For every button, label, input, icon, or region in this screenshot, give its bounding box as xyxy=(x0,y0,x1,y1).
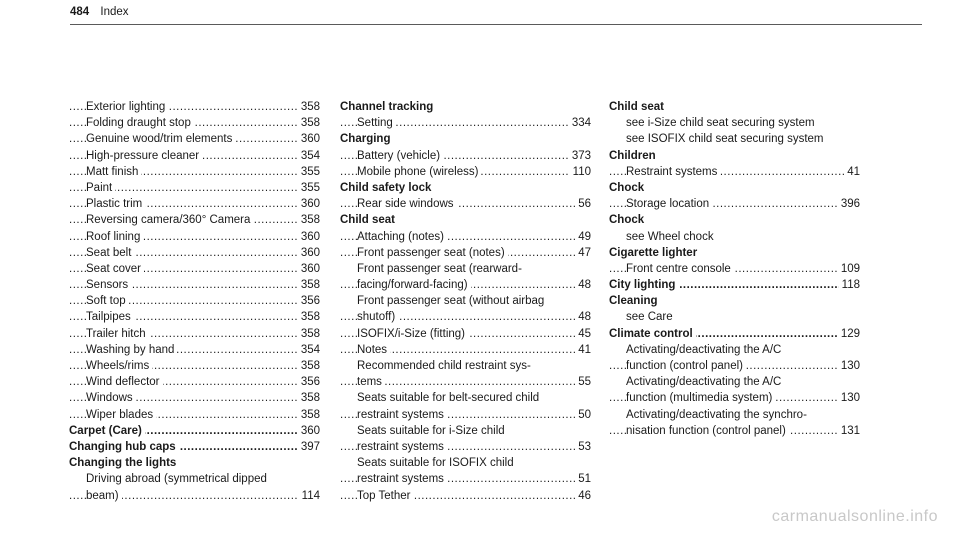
page-reference: 356 xyxy=(298,374,320,390)
index-subentry xyxy=(69,261,320,277)
index-heading xyxy=(609,212,860,228)
entry-text: restraint systems xyxy=(357,409,447,421)
index-subentry xyxy=(69,229,320,245)
entry-text: tems xyxy=(357,376,385,388)
index-subentry xyxy=(609,131,860,147)
index-subentry xyxy=(340,164,591,180)
entry-text: Matt finish xyxy=(86,166,141,178)
index-subentry xyxy=(69,115,320,131)
index-subentry xyxy=(340,455,591,471)
page-reference: 130 xyxy=(838,390,860,406)
index-heading xyxy=(69,439,320,455)
page-reference: 354 xyxy=(298,342,320,358)
index-heading xyxy=(340,131,591,147)
entry-text: Reversing camera/360° Camera xyxy=(86,214,253,226)
entry-text: Front passenger seat (without airbag xyxy=(357,295,547,307)
entry-text: Cigarette lighter xyxy=(609,247,700,259)
entry-text: Windows xyxy=(86,392,136,404)
index-heading xyxy=(340,99,591,115)
entry-text: Exterior lighting xyxy=(86,101,168,113)
entry-text: High-pressure cleaner xyxy=(86,150,202,162)
page-reference: 110 xyxy=(570,164,591,180)
index-subentry xyxy=(340,423,591,439)
index-subentry xyxy=(69,471,320,487)
entry-text: function (control panel) xyxy=(626,360,746,372)
entry-text: Chock xyxy=(609,214,647,226)
index-subentry xyxy=(609,390,860,406)
entry-text: Wheels/rims xyxy=(86,360,152,372)
index-column-2 xyxy=(340,99,591,504)
index-subentry xyxy=(69,342,320,358)
entry-text: ISOFIX/i-Size (fitting) xyxy=(357,328,468,340)
index-subentry xyxy=(340,326,591,342)
index-subentry xyxy=(609,374,860,390)
index-subentry xyxy=(69,212,320,228)
index-subentry xyxy=(609,229,860,245)
index-subentry xyxy=(340,342,591,358)
index-heading xyxy=(609,148,860,164)
entry-text: Channel tracking xyxy=(340,101,436,113)
entry-text: Changing hub caps xyxy=(69,441,179,453)
entry-text: Battery (vehicle) xyxy=(357,150,443,162)
entry-text: Climate control xyxy=(609,328,696,340)
index-subentry xyxy=(69,390,320,406)
entry-text: Activating/deactivating the synchro- xyxy=(626,409,810,421)
index-subentry xyxy=(69,180,320,196)
entry-text: Mobile phone (wireless) xyxy=(357,166,481,178)
entry-text: Washing by hand xyxy=(86,344,177,356)
entry-text: Child seat xyxy=(340,214,398,226)
index-heading xyxy=(609,180,860,196)
page-reference: 397 xyxy=(298,439,320,455)
index-subentry xyxy=(340,245,591,261)
index-subentry xyxy=(340,115,591,131)
index-subentry xyxy=(69,196,320,212)
entry-text: Cleaning xyxy=(609,295,661,307)
page-reference: 358 xyxy=(298,99,320,115)
index-subentry xyxy=(340,439,591,455)
page-reference: 358 xyxy=(298,309,320,325)
page-reference: 49 xyxy=(575,229,591,245)
entry-text: Wind deflector xyxy=(86,376,163,388)
entry-text: Wiper blades xyxy=(86,409,156,421)
index-subentry xyxy=(69,148,320,164)
entry-text: see Wheel chock xyxy=(626,231,717,243)
entry-text: beam) xyxy=(86,490,122,502)
index-heading xyxy=(340,180,591,196)
index-subentry xyxy=(340,358,591,374)
index-subentry xyxy=(69,488,320,504)
entry-text: Activating/deactivating the A/C xyxy=(626,344,784,356)
entry-text: Setting xyxy=(357,117,396,129)
entry-text: Attaching (notes) xyxy=(357,231,447,243)
entry-text: restraint systems xyxy=(357,473,447,485)
page-reference: 46 xyxy=(575,488,591,504)
page-reference: 50 xyxy=(575,407,591,423)
page-header xyxy=(70,6,129,18)
page-reference: 53 xyxy=(575,439,591,455)
entry-text: City lighting xyxy=(609,279,678,291)
entry-text: function (multimedia system) xyxy=(626,392,775,404)
entry-text: Tailpipes xyxy=(86,311,134,323)
entry-text: Front passenger seat (rearward- xyxy=(357,263,525,275)
page-reference: 358 xyxy=(298,277,320,293)
index-subentry xyxy=(609,261,860,277)
entry-text: shutoff) xyxy=(357,311,398,323)
page-reference: 358 xyxy=(298,326,320,342)
entry-text: Seats suitable for belt-secured child xyxy=(357,392,542,404)
index-subentry xyxy=(69,164,320,180)
index-subentry xyxy=(69,326,320,342)
page-reference: 355 xyxy=(298,180,320,196)
entry-text: Soft top xyxy=(86,295,129,307)
entry-text: see i-Size child seat securing system xyxy=(626,117,818,129)
page-reference: 360 xyxy=(298,229,320,245)
entry-text: Children xyxy=(609,150,659,162)
page-reference: 48 xyxy=(575,277,591,293)
page-reference: 360 xyxy=(298,196,320,212)
entry-text: Paint xyxy=(86,182,115,194)
index-subentry xyxy=(340,196,591,212)
index-subentry xyxy=(69,293,320,309)
page-reference: 109 xyxy=(838,261,860,277)
index-subentry xyxy=(609,342,860,358)
index-subentry xyxy=(609,407,860,423)
page-reference: 55 xyxy=(575,374,591,390)
index-subentry xyxy=(340,229,591,245)
page-reference: 358 xyxy=(298,115,320,131)
index-subentry xyxy=(69,245,320,261)
page-reference: 358 xyxy=(298,212,320,228)
entry-text: Front passenger seat (notes) xyxy=(357,247,508,259)
page-reference: 51 xyxy=(575,471,591,487)
index-subentry xyxy=(69,407,320,423)
index-subentry xyxy=(609,423,860,439)
page-reference: 129 xyxy=(838,326,860,342)
entry-text: restraint systems xyxy=(357,441,447,453)
index-heading xyxy=(609,99,860,115)
page-reference: 334 xyxy=(569,115,591,131)
index-subentry xyxy=(69,277,320,293)
entry-text: Folding draught stop xyxy=(86,117,194,129)
page-reference: 358 xyxy=(298,390,320,406)
index-subentry xyxy=(340,277,591,293)
entry-text: Chock xyxy=(609,182,647,194)
index-subentry xyxy=(609,358,860,374)
header-rule xyxy=(70,24,922,25)
index-subentry xyxy=(340,293,591,309)
index-heading xyxy=(609,326,860,342)
page-reference: 360 xyxy=(298,423,320,439)
entry-text: see Care xyxy=(626,311,676,323)
entry-text: Seats suitable for ISOFIX child xyxy=(357,457,517,469)
entry-text: Trailer hitch xyxy=(86,328,149,340)
entry-text: Recommended child restraint sys- xyxy=(357,360,534,372)
index-subentry xyxy=(340,488,591,504)
index-heading xyxy=(609,293,860,309)
page-reference: 360 xyxy=(298,245,320,261)
entry-text: Carpet (Care) xyxy=(69,425,145,437)
entry-text: Changing the lights xyxy=(69,457,179,469)
index-subentry xyxy=(340,309,591,325)
page-reference: 396 xyxy=(838,196,860,212)
index-subentry xyxy=(340,390,591,406)
watermark: carmanualsonline.info xyxy=(771,508,938,525)
entry-text: Seats suitable for i-Size child xyxy=(357,425,508,437)
page-reference: 41 xyxy=(575,342,591,358)
index-heading xyxy=(609,277,860,293)
entry-text: nisation function (control panel) xyxy=(626,425,789,437)
entry-text: Child safety lock xyxy=(340,182,434,194)
index-subentry xyxy=(69,131,320,147)
page-reference: 41 xyxy=(844,164,860,180)
index-subentry xyxy=(340,407,591,423)
index-subentry xyxy=(340,374,591,390)
entry-text: Roof lining xyxy=(86,231,143,243)
entry-text: Genuine wood/trim elements xyxy=(86,133,235,145)
index-subentry xyxy=(69,99,320,115)
page-reference: 114 xyxy=(299,488,320,504)
index-subentry xyxy=(340,148,591,164)
page-reference: 131 xyxy=(838,423,860,439)
page-reference: 56 xyxy=(575,196,591,212)
entry-text: Top Tether xyxy=(357,490,414,502)
entry-text: Notes xyxy=(357,344,390,356)
page-reference: 373 xyxy=(569,148,591,164)
index-heading xyxy=(340,212,591,228)
page-reference: 360 xyxy=(298,261,320,277)
entry-text: Child seat xyxy=(609,101,667,113)
entry-text: Driving abroad (symmetrical dipped xyxy=(86,473,270,485)
index-subentry xyxy=(609,115,860,131)
page-reference: 118 xyxy=(839,277,860,293)
index-heading xyxy=(69,423,320,439)
page-reference: 358 xyxy=(298,407,320,423)
page-number: 484 xyxy=(70,6,90,18)
entry-text: see ISOFIX child seat securing system xyxy=(626,133,827,145)
entry-text: facing/forward-facing) xyxy=(357,279,471,291)
entry-text: Front centre console xyxy=(626,263,734,275)
index-column-1 xyxy=(69,99,320,504)
page-reference: 130 xyxy=(838,358,860,374)
index-subentry xyxy=(69,374,320,390)
page-reference: 354 xyxy=(298,148,320,164)
entry-text: Restraint systems xyxy=(626,166,720,178)
page-reference: 47 xyxy=(575,245,591,261)
entry-text: Sensors xyxy=(86,279,131,291)
index-heading xyxy=(609,245,860,261)
page-reference: 48 xyxy=(575,309,591,325)
index-subentry xyxy=(69,309,320,325)
page-reference: 356 xyxy=(298,293,320,309)
index-subentry xyxy=(609,309,860,325)
index-column-3 xyxy=(609,99,860,439)
entry-text: Activating/deactivating the A/C xyxy=(626,376,784,388)
index-subentry xyxy=(340,261,591,277)
index-subentry xyxy=(340,471,591,487)
entry-text: Rear side windows xyxy=(357,198,457,210)
page-reference: 360 xyxy=(298,131,320,147)
index-subentry xyxy=(69,358,320,374)
index-subentry xyxy=(609,196,860,212)
entry-text: Seat cover xyxy=(86,263,144,275)
entry-text: Storage location xyxy=(626,198,712,210)
entry-text: Charging xyxy=(340,133,393,145)
index-heading xyxy=(69,455,320,471)
page-reference: 355 xyxy=(298,164,320,180)
page-reference: 358 xyxy=(298,358,320,374)
page-title: Index xyxy=(100,6,129,18)
entry-text: Plastic trim xyxy=(86,198,145,210)
index-subentry xyxy=(609,164,860,180)
page-reference: 45 xyxy=(575,326,591,342)
entry-text: Seat belt xyxy=(86,247,134,259)
